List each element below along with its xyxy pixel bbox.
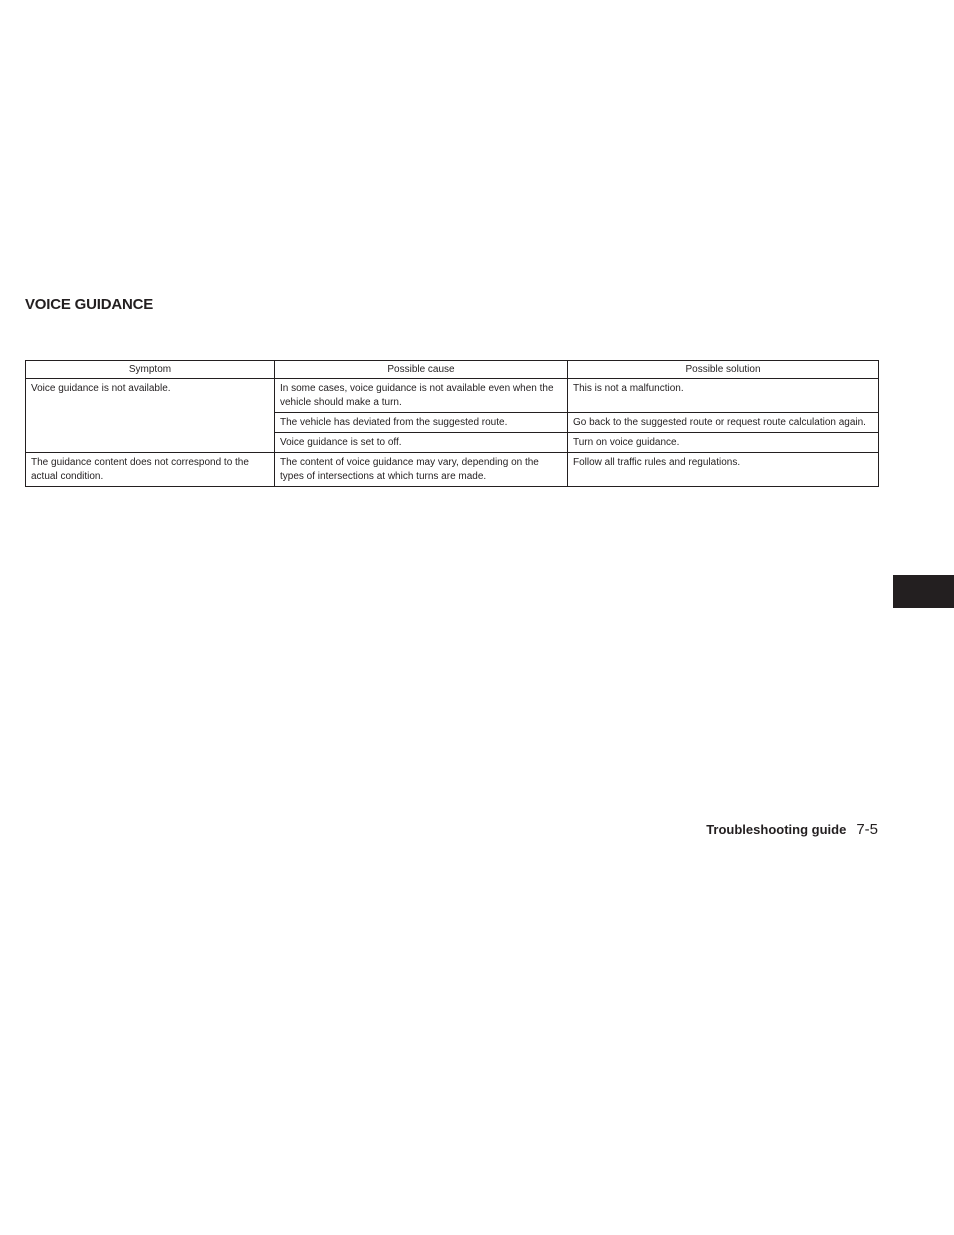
- symptom-cell: The guidance content does not correspond to the actual condition.: [26, 453, 275, 487]
- section-title: VOICE GUIDANCE: [25, 296, 154, 313]
- cause-cell: Voice guidance is set to off.: [275, 433, 568, 453]
- cause-cell: In some cases, voice guidance is not available even when the vehicle should make a turn.: [275, 379, 568, 413]
- solution-cell: Follow all traffic rules and regulations.: [568, 453, 879, 487]
- troubleshooting-table: [25, 360, 879, 487]
- footer-section-name: Troubleshooting guide: [706, 822, 847, 837]
- solution-cell: This is not a malfunction.: [568, 379, 879, 413]
- symptom-cell: Voice guidance is not available.: [26, 379, 275, 453]
- solution-cell: Go back to the suggested route or request route calculation again.: [568, 413, 879, 433]
- cause-cell: The content of voice guidance may vary, depending on the types of intersections at which turns are made.: [275, 453, 568, 487]
- table-header-row: [26, 361, 879, 379]
- column-header-symptom: Symptom: [26, 361, 275, 379]
- page-number: 7-5: [856, 821, 878, 838]
- cause-cell: The vehicle has deviated from the suggested route.: [275, 413, 568, 433]
- solution-cell: Turn on voice guidance.: [568, 433, 879, 453]
- column-header-cause: Possible cause: [275, 361, 568, 379]
- table-row: [26, 453, 879, 487]
- page-footer: [706, 821, 878, 839]
- chapter-thumb-tab: [893, 575, 954, 608]
- column-header-solution: Possible solution: [568, 361, 879, 379]
- table-row: [26, 379, 879, 413]
